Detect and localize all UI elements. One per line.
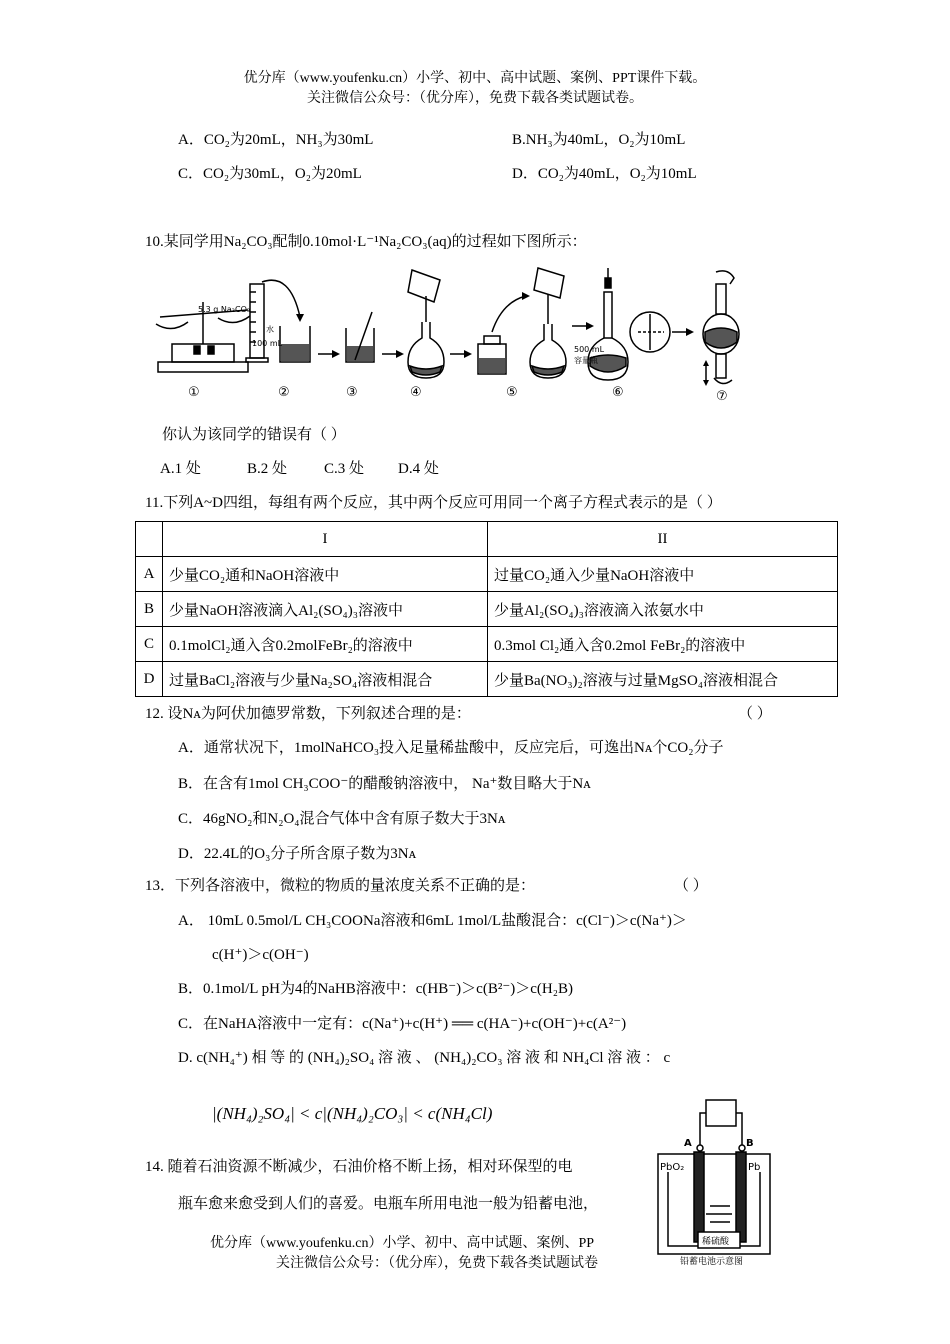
balance-label: 5.3 g Na₂CO₃ [198, 305, 251, 314]
q9-option-a: A．CO₂为20mL，NH₃为30mL [178, 132, 374, 148]
q11-table [135, 521, 838, 697]
table-corner-cell [136, 522, 163, 557]
q9-option-b: B.NH₃为40mL，O₂为10mL [512, 132, 686, 148]
column-header-i: I [163, 522, 488, 557]
water-label: 水 [266, 325, 274, 334]
header-line-2: 关注微信公众号：（优分库），免费下载各类试题试卷。 [307, 91, 643, 106]
table-cell: 少量NaOH溶液滴入Al₂(SO₄)₃溶液中 [163, 592, 488, 627]
wash-bottle-icon [478, 336, 506, 374]
q10-question: 你认为该同学的错误有（ ） [162, 427, 346, 443]
transfer-arrow-icon [262, 280, 300, 317]
step-label-3: ③ [346, 385, 358, 400]
table-cell: 0.1molCl₂通入含0.2molFeBr₂的溶液中 [163, 627, 488, 662]
electrode-left-label: PbO₂ [660, 1162, 685, 1173]
graduated-cylinder-icon [246, 284, 268, 362]
q10-stem: 10.某同学用Na₂CO₃配制0.10mol·L⁻¹Na₂CO₃(aq)的过程如下图所示： [145, 234, 587, 250]
inverting-flask-icon [703, 271, 739, 386]
step-label-6: ⑥ [612, 385, 624, 400]
footer-line-1: 优分库（www.youfenku.cn）小学、初中、高中试题、案例、PP [210, 1236, 595, 1251]
table-row [136, 557, 838, 592]
q9-option-c: C．CO₂为30mL，O₂为20mL [178, 166, 362, 182]
lead-acid-battery-figure [654, 1096, 776, 1268]
electrode-left [694, 1152, 704, 1242]
table-cell: 过量BaCl₂溶液与少量Na₂SO₄溶液相混合 [163, 662, 488, 697]
q13-option-d: D. c(NH₄⁺) 相 等 的 (NH₄)₂SO₄ 溶 液 、 (NH₄)₂CO₃ 溶 液 和 NH₄Cl 溶 液 ： c [178, 1050, 671, 1066]
table-cell: 少量Ba(NO₃)₂溶液与过量MgSO₄溶液相混合 [488, 662, 838, 697]
q12-option-a: A．通常状况下，1molNaHCO₃投入足量稀盐酸中，反应完后，可逸出Nᴀ个CO₂分子 [178, 740, 724, 756]
table-row [136, 662, 838, 697]
beaker-icon [280, 326, 310, 362]
column-header-ii: II [488, 522, 838, 557]
q13-option-c: C．在NaHA溶液中一定有：c(Na⁺)+c(H⁺) ══ c(HA⁻)+c(OH⁻)+c(A²⁻) [178, 1016, 627, 1032]
q13-option-a-line1: A． 10mL 0.5mol/L CH₃COONa溶液和6mL 1mol/L盐酸混合：c(Cl⁻)＞c(Na⁺)＞ [178, 913, 687, 929]
electrode-right [736, 1152, 746, 1242]
step-label-4: ④ [410, 385, 422, 400]
q10-option-c: C.3 处 [324, 461, 365, 477]
q12-answer-paren: （ ） [738, 706, 772, 722]
q12-stem: 12. 设Nᴀ为阿伏加德罗常数，下列叙述合理的是： [145, 706, 471, 722]
q11-stem: 11.下列A~D四组，每组有两个反应，其中两个反应可用同一个离子方程式表示的是（ ） [145, 495, 722, 511]
flask-label-name: 容量瓶 [574, 356, 598, 365]
step-label-7: ⑦ [716, 389, 728, 404]
solution-preparation-figure [150, 262, 760, 410]
terminal-a-label: A [684, 1138, 692, 1149]
table-cell: 少量CO₂通和NaOH溶液中 [163, 557, 488, 592]
flask-rinse-icon [530, 268, 566, 378]
table-cell: 过量CO₂通入少量NaOH溶液中 [488, 557, 838, 592]
q13-answer-paren: （ ） [674, 878, 708, 894]
terminal-b-label: B [746, 1138, 754, 1149]
row-label: C [136, 627, 163, 662]
wash-arrow-icon [492, 296, 526, 332]
q13-option-a-line2: c(H⁺)＞c(OH⁻) [212, 947, 309, 963]
flask-label-500ml: 500 mL [574, 345, 605, 354]
volume-label: 100 mL [252, 339, 283, 348]
step-label-1: ① [188, 385, 200, 400]
row-label: B [136, 592, 163, 627]
step-label-5: ⑤ [506, 385, 518, 400]
q10-option-a: A.1 处 [160, 461, 201, 477]
q14-line-2: 瓶车愈来愈受到人们的喜爱。电瓶车所用电池一般为铅蓄电池， [178, 1196, 599, 1212]
q13-option-b: B．0.1mol/L pH为4的NaHB溶液中：c(HB⁻)＞c(B²⁻)＞c(H₂B) [178, 981, 573, 997]
q13-stem: 13．下列各溶液中，微粒的物质的量浓度关系不正确的是： [145, 878, 536, 894]
table-row [136, 627, 838, 662]
q12-option-c: C．46gNO₂和N₂O₄混合气体中含有原子数大于3Nᴀ [178, 811, 506, 827]
row-label: D [136, 662, 163, 697]
row-label: A [136, 557, 163, 592]
table-cell: 0.3mol Cl₂通入含0.2mol FeBr₂的溶液中 [488, 627, 838, 662]
table-row [136, 592, 838, 627]
flask-pouring-icon [408, 270, 444, 378]
stirring-beaker-icon [346, 312, 374, 362]
q12-option-b: B．在含有1mol CH₃COO⁻的醋酸钠溶液中， Na⁺数目略大于Nᴀ [178, 776, 591, 792]
q10-option-b: B.2 处 [247, 461, 288, 477]
q14-line-1: 14. 随着石油资源不断减少，石油价格不断上扬，相对环保型的电 [145, 1159, 573, 1175]
load-box-icon [706, 1100, 736, 1126]
electrode-right-label: Pb [748, 1162, 761, 1173]
table-header-row [136, 522, 838, 557]
step-label-2: ② [278, 385, 290, 400]
q12-option-d: D．22.4L的O₃分子所含原子数为3Nᴀ [178, 846, 417, 862]
q9-option-d: D．CO₂为40mL，O₂为10mL [512, 166, 697, 182]
footer-line-2: 关注微信公众号：（优分库），免费下载各类试题试卷 [276, 1256, 598, 1271]
figure-caption: 铅蓄电池示意图 [680, 1257, 744, 1267]
table-cell: 少量Al₂(SO₄)₃溶液滴入浓氨水中 [488, 592, 838, 627]
q10-option-d: D.4 处 [398, 461, 439, 477]
header-line-1: 优分库（www.youfenku.cn）小学、初中、高中试题、案例、PPT课件下载。 [243, 71, 707, 86]
electrolyte-label: 稀硫酸 [702, 1237, 730, 1247]
q13-formula: |(NH₄)₂SO₄| < c|(NH₄)₂CO₃| < c(NH₄Cl) [212, 1104, 493, 1123]
